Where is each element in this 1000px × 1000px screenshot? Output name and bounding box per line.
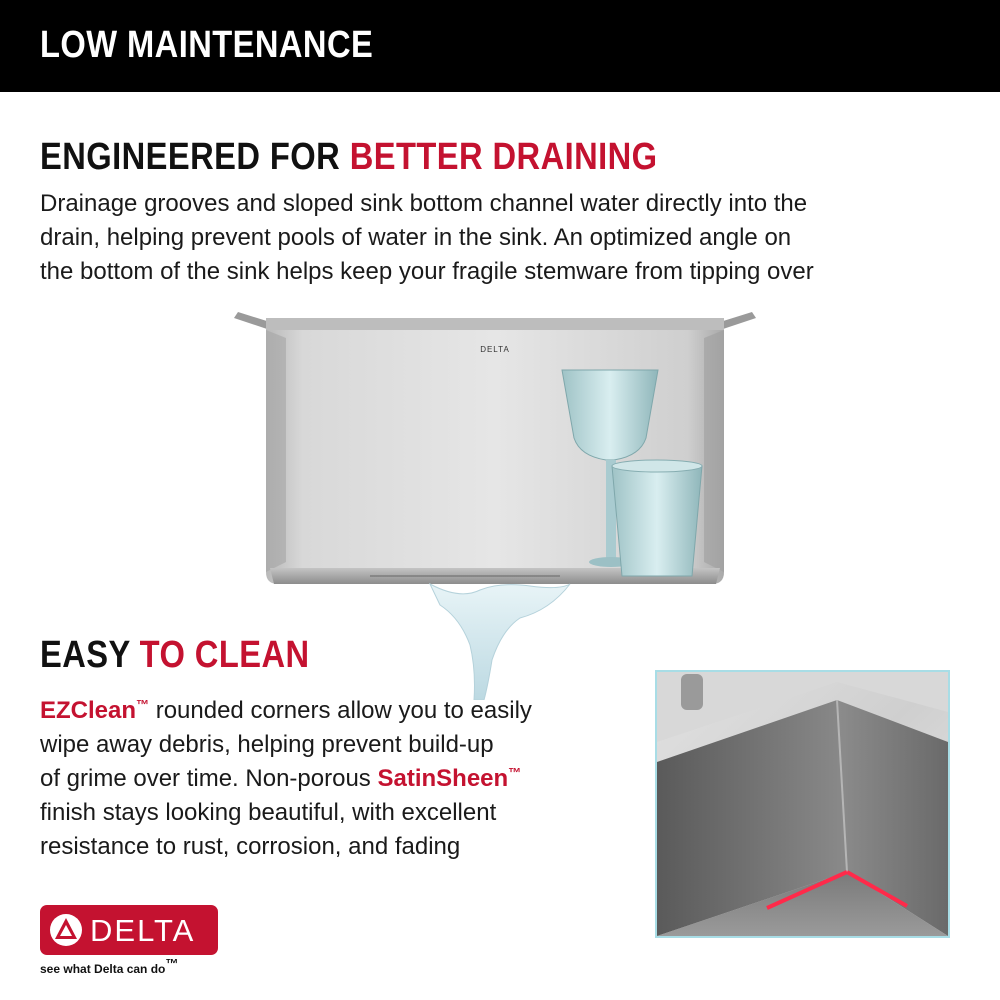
tagline-trademark: ™ — [165, 956, 179, 971]
satinsheen-trademark: ™ — [508, 765, 522, 780]
clean-line — [40, 762, 580, 796]
clean-line: wipe away debris, helping prevent build-up — [40, 731, 494, 758]
draining-paragraph — [40, 187, 940, 289]
ezclean-brand: EZClean — [40, 697, 137, 724]
draining-line: Drainage grooves and sloped sink bottom channel water directly into the — [40, 190, 808, 217]
tagline-text: see what Delta can do — [40, 962, 166, 976]
logo-tagline — [40, 956, 179, 976]
clean-heading — [40, 634, 310, 677]
top-banner — [0, 0, 1000, 92]
ezclean-trademark: ™ — [136, 697, 150, 712]
clean-heading-accent: TO CLEAN — [139, 634, 310, 676]
sink-corner-photo — [655, 670, 950, 938]
delta-triangle-icon — [48, 912, 84, 948]
draining-line: drain, helping prevent pools of water in the sink. An optimized angle on — [40, 224, 792, 251]
sink-brand-mark: DELTA — [480, 345, 510, 354]
draining-line: the bottom of the sink helps keep your fragile stemware from tipping over — [40, 258, 814, 285]
logo-wordmark: DELTA — [90, 913, 196, 948]
clean-line-text: rounded corners allow you to easily — [149, 697, 532, 724]
clean-line: resistance to rust, corrosion, and fading — [40, 833, 461, 860]
clean-line-text: of grime over time. Non-porous — [40, 765, 378, 792]
draining-heading — [40, 136, 658, 179]
tumbler-glass-illustration — [612, 460, 702, 576]
satinsheen-brand: SatinSheen — [377, 765, 509, 792]
banner-title: LOW MAINTENANCE — [40, 24, 374, 66]
clean-line: finish stays looking beautiful, with excellent — [40, 799, 497, 826]
water-splash-illustration — [430, 584, 570, 700]
clean-line — [40, 694, 580, 728]
clean-paragraph — [40, 694, 580, 864]
delta-logo — [40, 905, 218, 955]
clean-heading-plain: EASY — [40, 634, 140, 676]
draining-heading-plain: ENGINEERED FOR — [40, 136, 350, 178]
draining-heading-accent: BETTER DRAINING — [349, 136, 658, 178]
